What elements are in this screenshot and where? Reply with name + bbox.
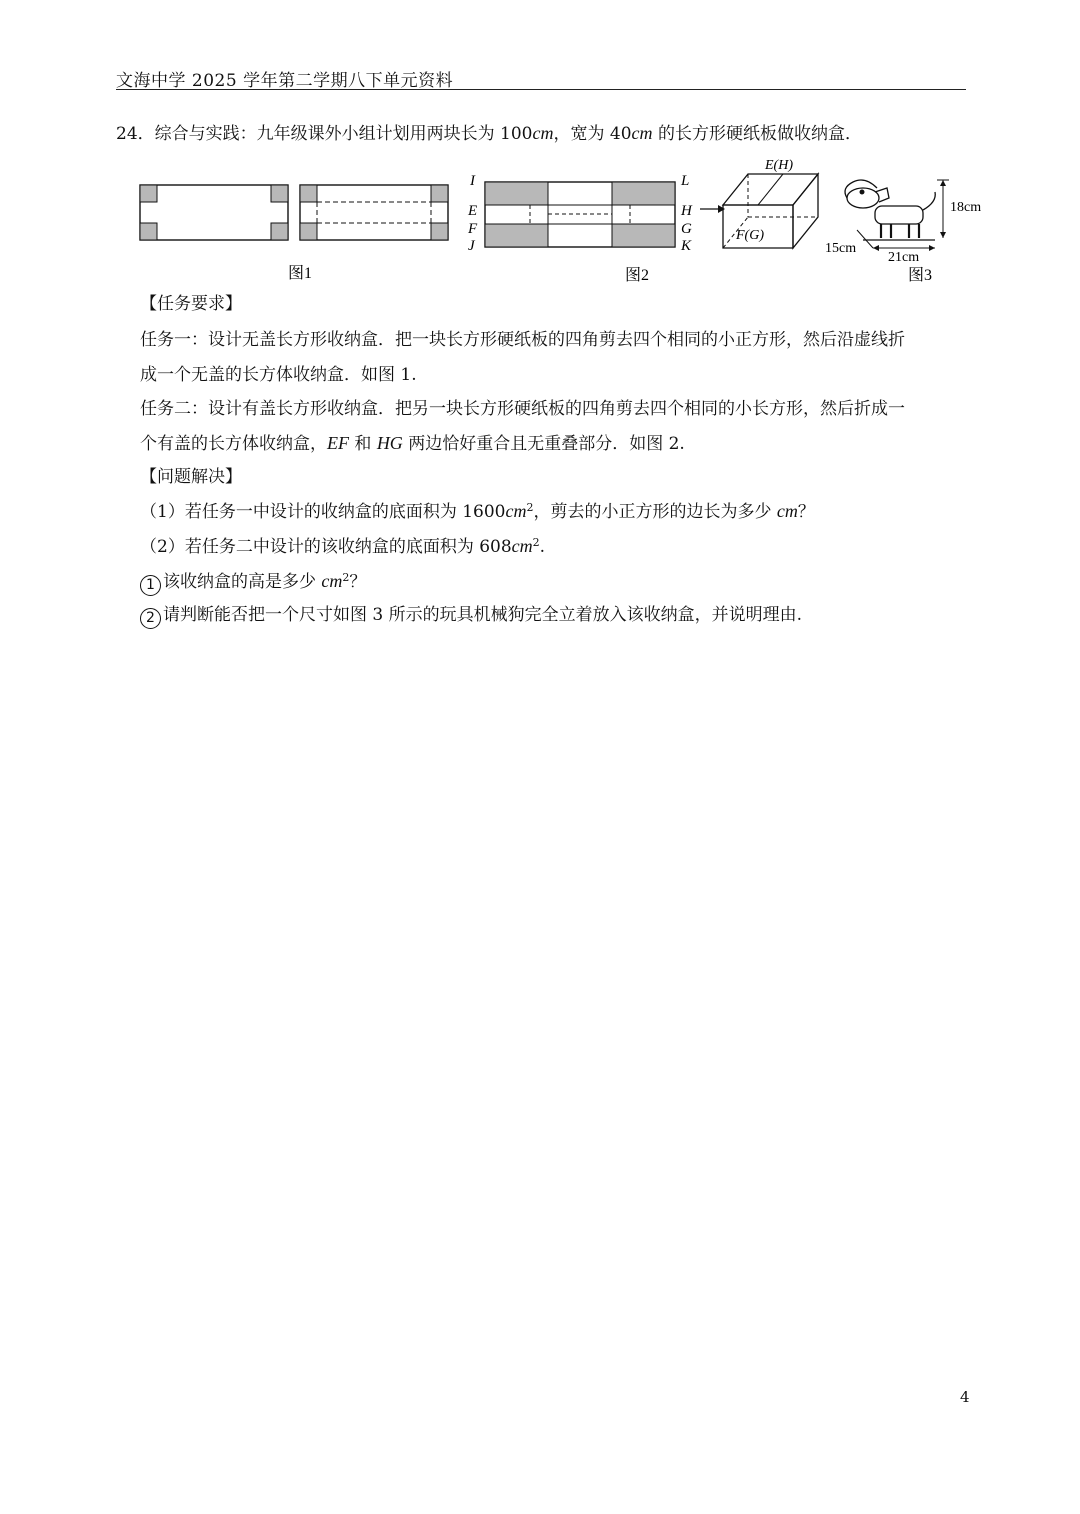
problem-2-text: （2）若任务二中设计的该收纳盒的底面积为 608	[140, 537, 512, 557]
sub-question-1-text: 该收纳盒的高是多少	[163, 572, 322, 592]
label-l: L	[681, 173, 690, 189]
header-divider	[116, 89, 966, 90]
cut-square	[431, 185, 448, 202]
cut-rect	[485, 182, 548, 205]
sub-question-1	[140, 570, 970, 596]
unit-cm: cm	[776, 501, 798, 521]
superscript: 2	[526, 501, 534, 514]
unit-cm: cm	[631, 123, 653, 143]
cut-square	[140, 185, 157, 202]
cut-square	[300, 223, 317, 240]
label-k: K	[681, 238, 692, 254]
cut-rect	[612, 182, 675, 205]
task2-line1: 任务二：设计有盖长方形收纳盒．把另一块长方形硬纸板的四角剪去四个相同的小长方形，然后折成一	[140, 399, 905, 419]
problem-1-text: （1）若任务一中设计的收纳盒的底面积为 1600	[140, 502, 506, 522]
fig1-caption: 图1	[288, 265, 313, 282]
question-number: 24．	[116, 124, 155, 144]
cut-square	[140, 223, 157, 240]
question-intro-c: 的长方形硬纸板做收纳盒．	[652, 124, 862, 144]
task2-text: 两边恰好重合且无重叠部分．如图 2.	[402, 434, 685, 454]
label-g: G	[681, 221, 692, 237]
board-1-folded	[300, 185, 448, 240]
superscript: 2	[342, 571, 350, 584]
question-stem	[116, 122, 966, 145]
dimension-lines	[825, 180, 981, 284]
cut-square	[271, 185, 288, 202]
box-drawing	[723, 158, 818, 248]
board-1	[140, 185, 288, 240]
label-i: I	[470, 173, 475, 189]
unit-cm: cm	[505, 501, 527, 521]
unit-cm: cm	[511, 536, 533, 556]
cut-square	[300, 185, 317, 202]
dim-depth: 15cm	[825, 241, 857, 256]
task1-line2: 成一个无盖的长方体收纳盒．如图 1.	[140, 365, 417, 385]
task2-line2	[140, 432, 970, 455]
sub-question-2	[140, 604, 970, 629]
cut-rect	[612, 224, 675, 247]
sub-question-1-text: ？	[349, 572, 367, 592]
arrow-icon	[700, 205, 725, 213]
circled-number: 2	[140, 608, 161, 629]
question-intro-b: ，宽为 40	[553, 124, 632, 144]
problem-1	[140, 500, 970, 523]
problem-1-text: ，剪去的小正方形的边长为多少	[533, 502, 777, 522]
circled-number: 1	[140, 575, 161, 596]
question-intro-a: 综合与实践：九年级课外小组计划用两块长为 100	[154, 124, 533, 144]
cut-rect	[485, 224, 548, 247]
superscript: 2	[532, 536, 540, 549]
fig3-caption: 图3	[908, 267, 933, 284]
problem-heading: 【问题解决】	[140, 467, 242, 487]
figures	[135, 158, 995, 288]
unit-cm: cm	[321, 571, 343, 591]
sub-question-2-text: 请判断能否把一个尺寸如图 3 所示的玩具机械狗完全立着放入该收纳盒，并说明理由.	[163, 605, 803, 625]
label-f: F	[468, 221, 478, 237]
problem-2	[140, 535, 970, 558]
problem-1-text: ？	[797, 502, 815, 522]
task-heading: 【任务要求】	[140, 294, 242, 314]
task2-text: 和	[349, 434, 377, 454]
page-number: 4	[960, 1388, 970, 1406]
cut-square	[431, 223, 448, 240]
figure-2	[467, 173, 693, 284]
label-j: J	[468, 238, 475, 254]
edge-ef: EF	[327, 433, 349, 453]
dim-height: 18cm	[950, 200, 982, 215]
edge-hg: HG	[376, 433, 403, 453]
problem-2-text: .	[539, 537, 546, 557]
figure-1	[140, 185, 448, 282]
task2-text: 个有盖的长方体收纳盒，	[140, 434, 327, 454]
dim-length: 21cm	[888, 250, 920, 265]
label-fg: F(G)	[736, 228, 764, 243]
page-header: 文海中学 2025 学年第二学期八下单元资料	[116, 71, 454, 91]
cut-square	[271, 223, 288, 240]
label-eh: E(H)	[765, 158, 793, 173]
fig2-caption: 图2	[625, 267, 650, 284]
label-e: E	[468, 203, 478, 219]
unit-cm: cm	[532, 123, 554, 143]
task1-line1: 任务一：设计无盖长方形收纳盒．把一块长方形硬纸板的四角剪去四个相同的小正方形，然后沿虚线折	[140, 330, 905, 350]
label-h: H	[681, 203, 692, 219]
